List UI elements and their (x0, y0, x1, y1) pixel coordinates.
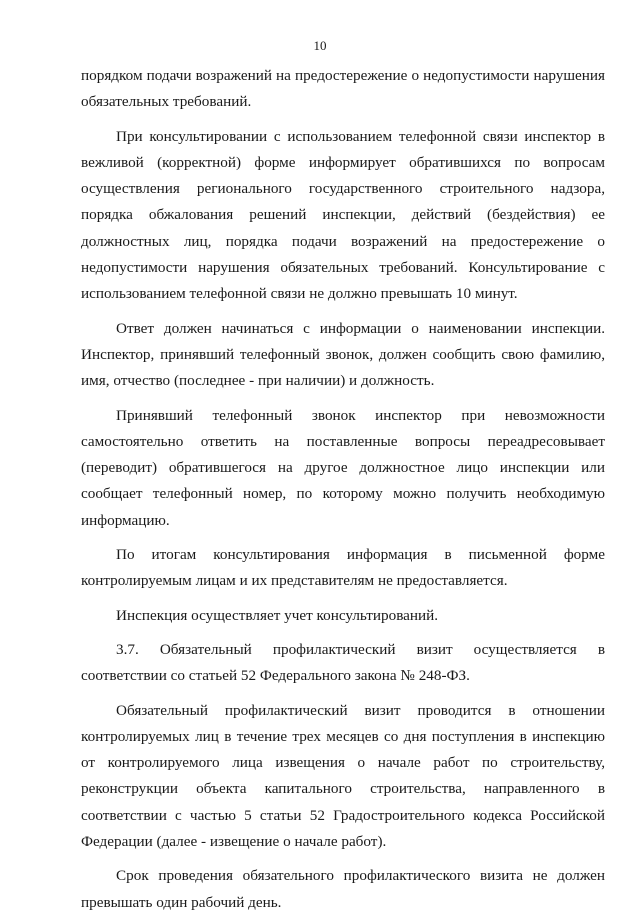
paragraph-phone-consulting: При консультировании с использованием телефонной связи инспектор в вежливой (корректной) форме информирует обратившихся по вопросам осуществления регионального государственного строительного надзора, порядка обжалования решений инспекции, действий (бездействия) ее должностных лиц, порядка подачи возражений на предостережение о недопустимости нарушения обязательных требований. Консультирование с использованием телефонной связи не должно превышать 10 минут. (81, 127, 605, 303)
paragraph-visit-duration: Срок проведения обязательного профилактического визита не должен превышать один рабочий день. (81, 867, 605, 911)
paragraph-mandatory-visit: Обязательный профилактический визит проводится в отношении контролируемых лиц в течение трех месяцев со дня поступления в инспекцию от контролируемого лица извещения о начале работ по строительству, реконструкции объекта капитального строительства, направленного в соответствии с частью 5 статьи 52 Градостроительного кодекса Российской Федерации (далее - извещение о начале работ). (81, 701, 605, 851)
page-number: 10 (313, 38, 327, 53)
document-body (81, 63, 605, 924)
paragraph-answer-start: Ответ должен начинаться с информации о наименовании инспекции. Инспектор, принявший телефонный звонок, должен сообщить свою фамилию, имя, отчество (последнее - при наличии) и должность. (81, 319, 605, 390)
paragraph-continuation: порядком подачи возражений на предостережение о недопустимости нарушения обязательных требований. (81, 67, 605, 111)
paragraph-accounting: Инспекция осуществляет учет консультирований. (116, 606, 439, 624)
paragraph-written-info: По итогам консультирования информация в письменной форме контролируемым лицам и их представителям не предоставляется. (81, 546, 605, 590)
paragraph-redirect: Принявший телефонный звонок инспектор при невозможности самостоятельно ответить на поставленные вопросы переадресовывает (переводит) обратившегося на другое должностное лицо инспекции или сообщает телефонный номер, по которому можно получить необходимую информацию. (81, 406, 605, 529)
paragraph-section-3-7: 3.7. Обязательный профилактический визит осуществляется в соответствии со статьей 52 Федерального закона № 248-ФЗ. (81, 640, 605, 685)
